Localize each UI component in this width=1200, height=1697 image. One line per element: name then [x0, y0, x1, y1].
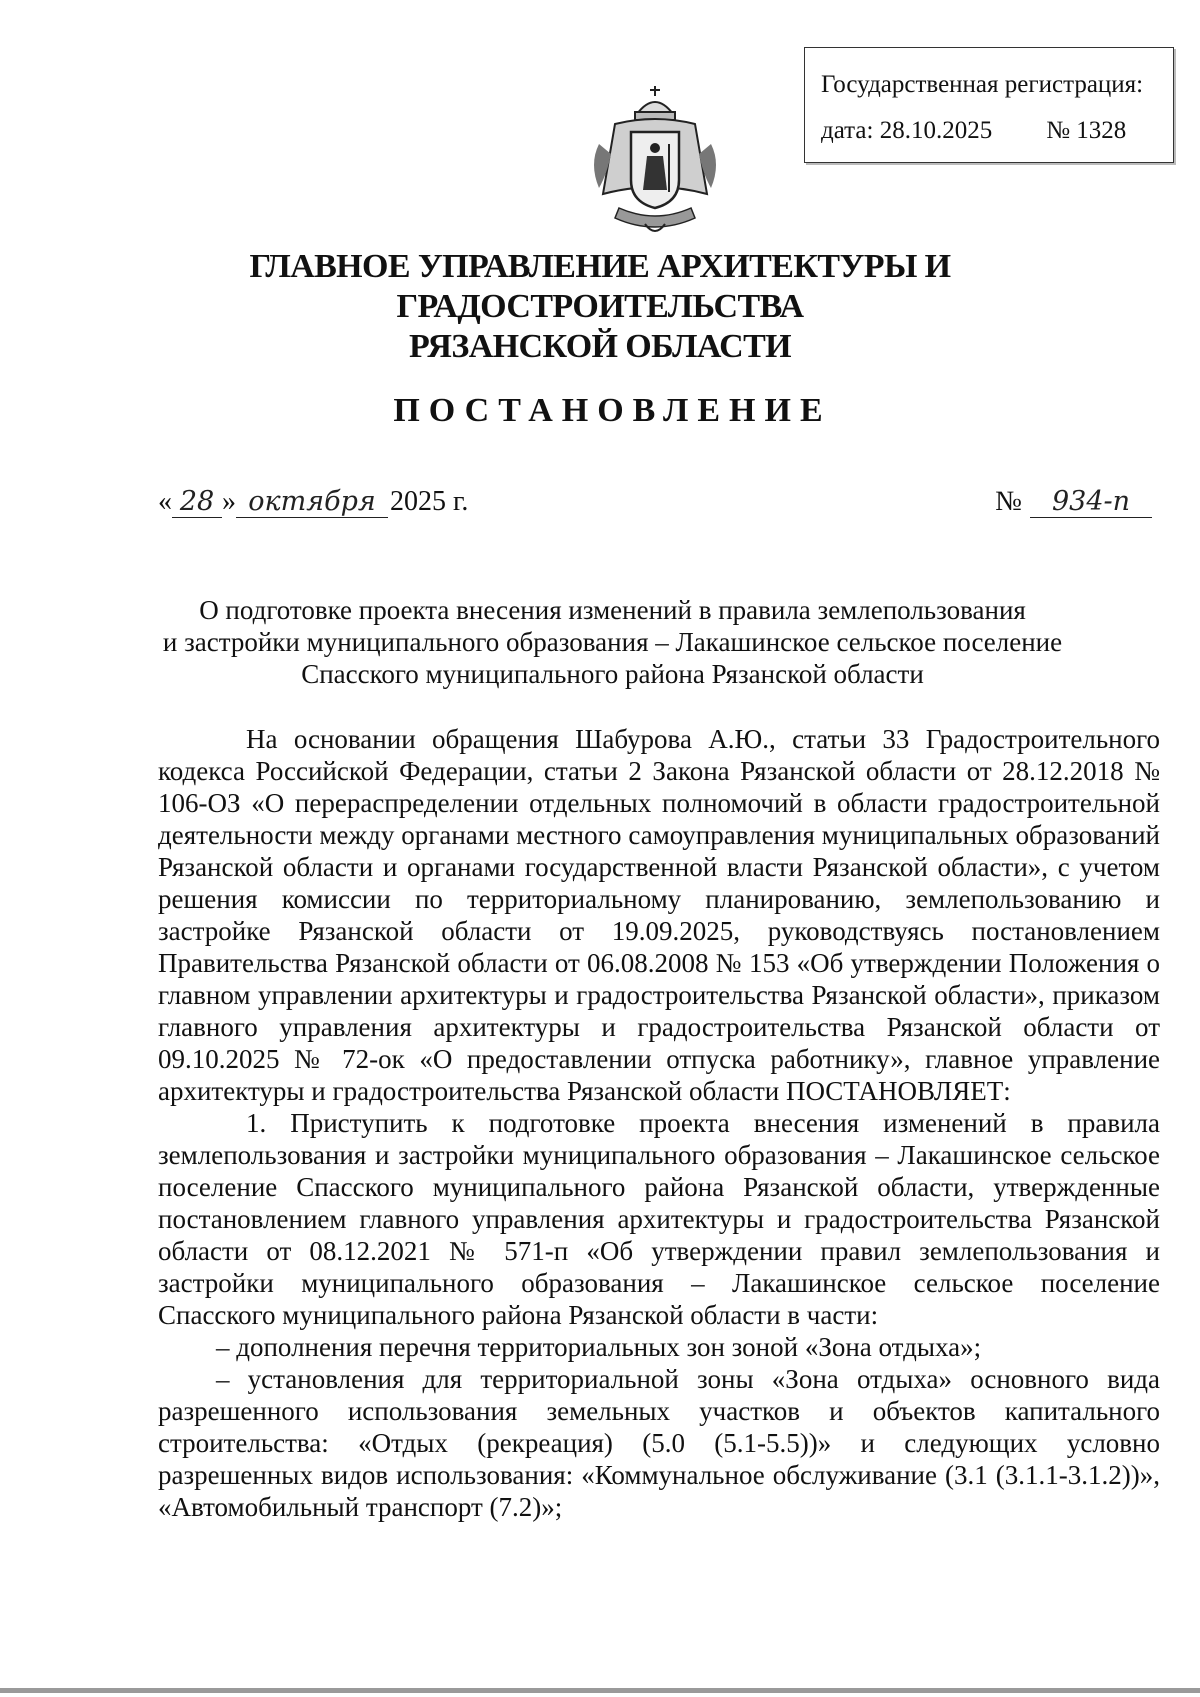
registration-details — [821, 108, 1173, 154]
preamble-paragraph: На основании обращения Шабурова А.Ю., статьи 33 Градостроительного кодекса Российской Федерации, статьи 2 Закона Рязанской области от 28.12.2018 № 106-ОЗ «О перераспределении отдельных полномочий в области градостроительной деятельности между органами местного самоуправления муниципальных образований Рязанской области и органами государственной власти Рязанской области», с учетом решения комиссии по территориальному планированию, землепользованию и застройке Рязанской области от 19.09.2025, руководствуясь постановлением Правительства Рязанской области от 06.08.2008 № 153 «Об утверждении Положения о главном управлении архитектуры и градостроительства Рязанской области», приказом главного управления архитектуры и градостроительства Рязанской области от 09.10.2025 № 72-ок «О предоставлении отпуска работнику», главное управление архитектуры и градостроительства Рязанской области ПОСТАНОВЛЯЕТ: — [158, 724, 1160, 1106]
page-bottom-rule — [0, 1688, 1200, 1693]
registration-title: Государственная регистрация: — [821, 71, 1144, 98]
subject-line-2: и застройки муниципального образования – Лакашинское сельское поселение — [162, 627, 1063, 657]
date-month: октября — [236, 486, 388, 518]
organization-line-1: ГЛАВНОЕ УПРАВЛЕНИЕ АРХИТЕКТУРЫ И ГРАДОСТРОИТЕЛЬСТВА — [249, 248, 951, 325]
document-number — [995, 486, 1152, 518]
registration-date: дата: 28.10.2025 — [821, 117, 993, 144]
date-day: 28 — [172, 486, 222, 518]
number-prefix: № — [995, 486, 1022, 517]
subject-line-1: О подготовке проекта внесения изменений в правила землепользования — [199, 595, 1026, 625]
registration-stamp — [804, 47, 1174, 163]
date-close-quote: » — [222, 486, 236, 517]
document-subject — [100, 594, 1125, 690]
date-year: 2025 г. — [390, 486, 469, 517]
document-date — [158, 486, 468, 518]
document-body — [158, 723, 1160, 1523]
document-type: ПОСТАНОВЛЕНИЕ — [393, 392, 832, 429]
organization-line-2: РЯЗАНСКОЙ ОБЛАСТИ — [408, 328, 792, 365]
date-open-quote: « — [158, 486, 172, 517]
number-value: 934-п — [1030, 486, 1152, 518]
organization-name — [100, 247, 1100, 367]
registration-number: № 1328 — [1046, 117, 1127, 144]
coat-of-arms-icon — [585, 84, 725, 240]
bullet-paragraph-1: – дополнения перечня территориальных зон зоной «Зона отдыха»; — [216, 1332, 982, 1362]
bullet-paragraph-2: – установления для территориальной зоны «Зона отдыха» основного вида разрешенного использования земельных участков и объектов капитального строительства: «Отдых (рекреация) (5.0 (5.1-5.5))» и следующих условно разрешенных видов использования: «Коммунальное обслуживание (3.1 (3.1.1-3.1.2))», «Автомобильный транспорт (7.2)»; — [158, 1364, 1160, 1522]
item-1-paragraph: 1. Приступить к подготовке проекта внесения изменений в правила землепользования и застройки муниципального образования – Лакашинское сельское поселение Спасского муниципального района Рязанской области, утвержденные постановлением главного управления архитектуры и градостроительства Рязанской области от 08.12.2021 № 571-п «Об утверждении правил землепользования и застройки муниципального образования – Лакашинское сельское поселение Спасского муниципального района Рязанской области в части: — [158, 1108, 1160, 1330]
subject-line-3: Спасского муниципального района Рязанской области — [301, 659, 924, 689]
